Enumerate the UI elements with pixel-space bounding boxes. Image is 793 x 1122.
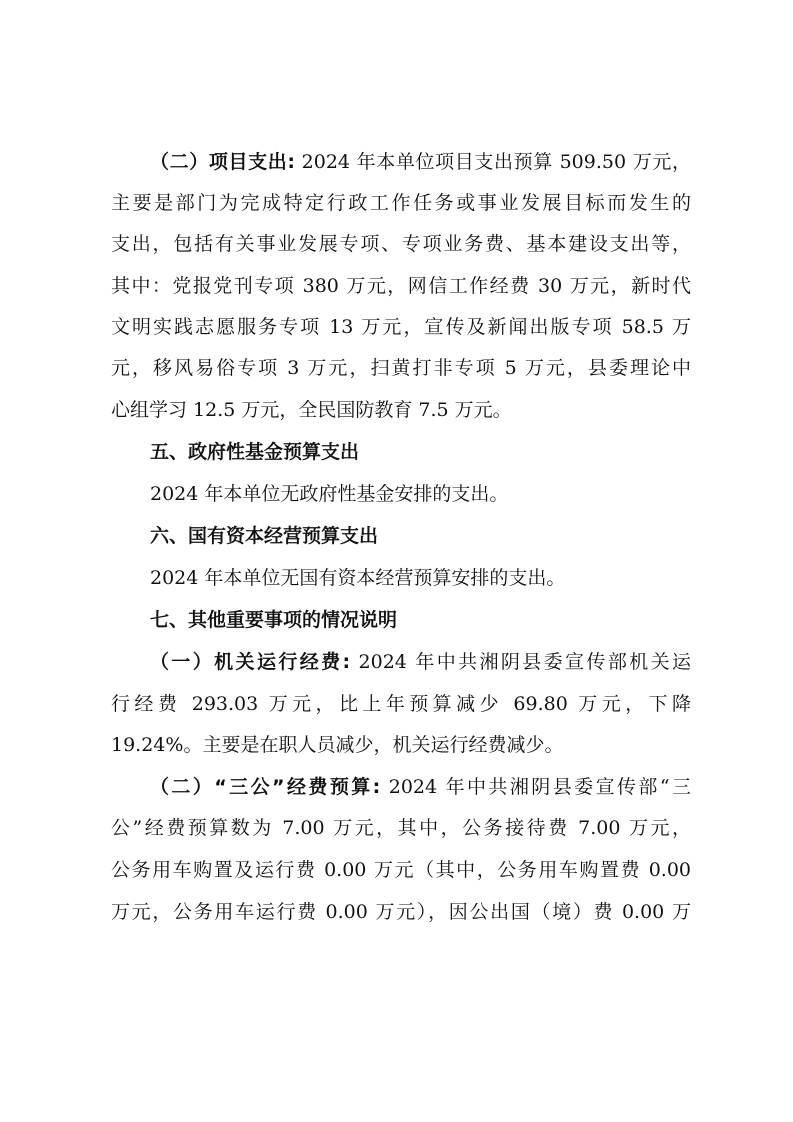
section-five-heading: 五、政府性基金预算支出 xyxy=(150,441,360,463)
section-five-body: 2024 年本单位无政府性基金安排的支出。 xyxy=(150,483,509,505)
three-public-line-2: 公”经费预算数为 7.00 万元，其中，公务接待费 7.00 万元， xyxy=(111,817,691,839)
project-paragraph-line-4: 其中：党报党刊专项 380 万元，网信工作经费 30 万元，新时代 xyxy=(111,275,691,297)
project-paragraph-line-3: 支出，包括有关事业发展专项、专项业务费、基本建设支出等， xyxy=(111,233,691,255)
running-cost-line-1 xyxy=(150,642,691,682)
three-public-line-4: 万元，公务用车运行费 0.00 万元），因公出国（境）费 0.00 万 xyxy=(111,901,691,923)
project-paragraph-line-1 xyxy=(150,142,691,182)
running-cost-text-1: 2024 年中共湘阴县委宣传部机关运 xyxy=(350,651,691,673)
project-lead: （二）项目支出: xyxy=(150,151,295,173)
running-cost-lead: （一）机关运行经费: xyxy=(150,651,351,673)
project-paragraph-line-2: 主要是部门为完成特定行政工作任务或事业发展目标而发生的 xyxy=(111,192,691,214)
three-public-text-1: 2024 年中共湘阴县委宣传部“三 xyxy=(380,776,691,798)
project-text-1: 2024 年本单位项目支出预算 509.50 万元， xyxy=(294,151,691,173)
project-paragraph-line-7: 心组学习 12.5 万元，全民国防教育 7.5 万元。 xyxy=(111,399,512,421)
section-six-body: 2024 年本单位无国有资本经营预算安排的支出。 xyxy=(150,567,566,589)
project-paragraph-line-6: 元，移风易俗专项 3 万元，扫黄打非专项 5 万元，县委理论中 xyxy=(111,357,691,379)
running-cost-line-3: 19.24%。主要是在职人员减少，机关运行经费减少。 xyxy=(111,734,564,756)
section-seven-heading: 七、其他重要事项的情况说明 xyxy=(150,609,398,631)
project-paragraph-line-5: 文明实践志愿服务专项 13 万元，宣传及新闻出版专项 58.5 万 xyxy=(111,316,691,338)
three-public-lead: （二）“三公”经费预算: xyxy=(150,776,381,798)
section-six-heading: 六、国有资本经营预算支出 xyxy=(150,525,379,547)
three-public-line-3: 公务用车购置及运行费 0.00 万元（其中，公务用车购置费 0.00 xyxy=(111,859,691,881)
three-public-line-1 xyxy=(150,767,691,807)
running-cost-line-2: 行经费 293.03 万元，比上年预算减少 69.80 万元，下降 xyxy=(111,693,691,715)
